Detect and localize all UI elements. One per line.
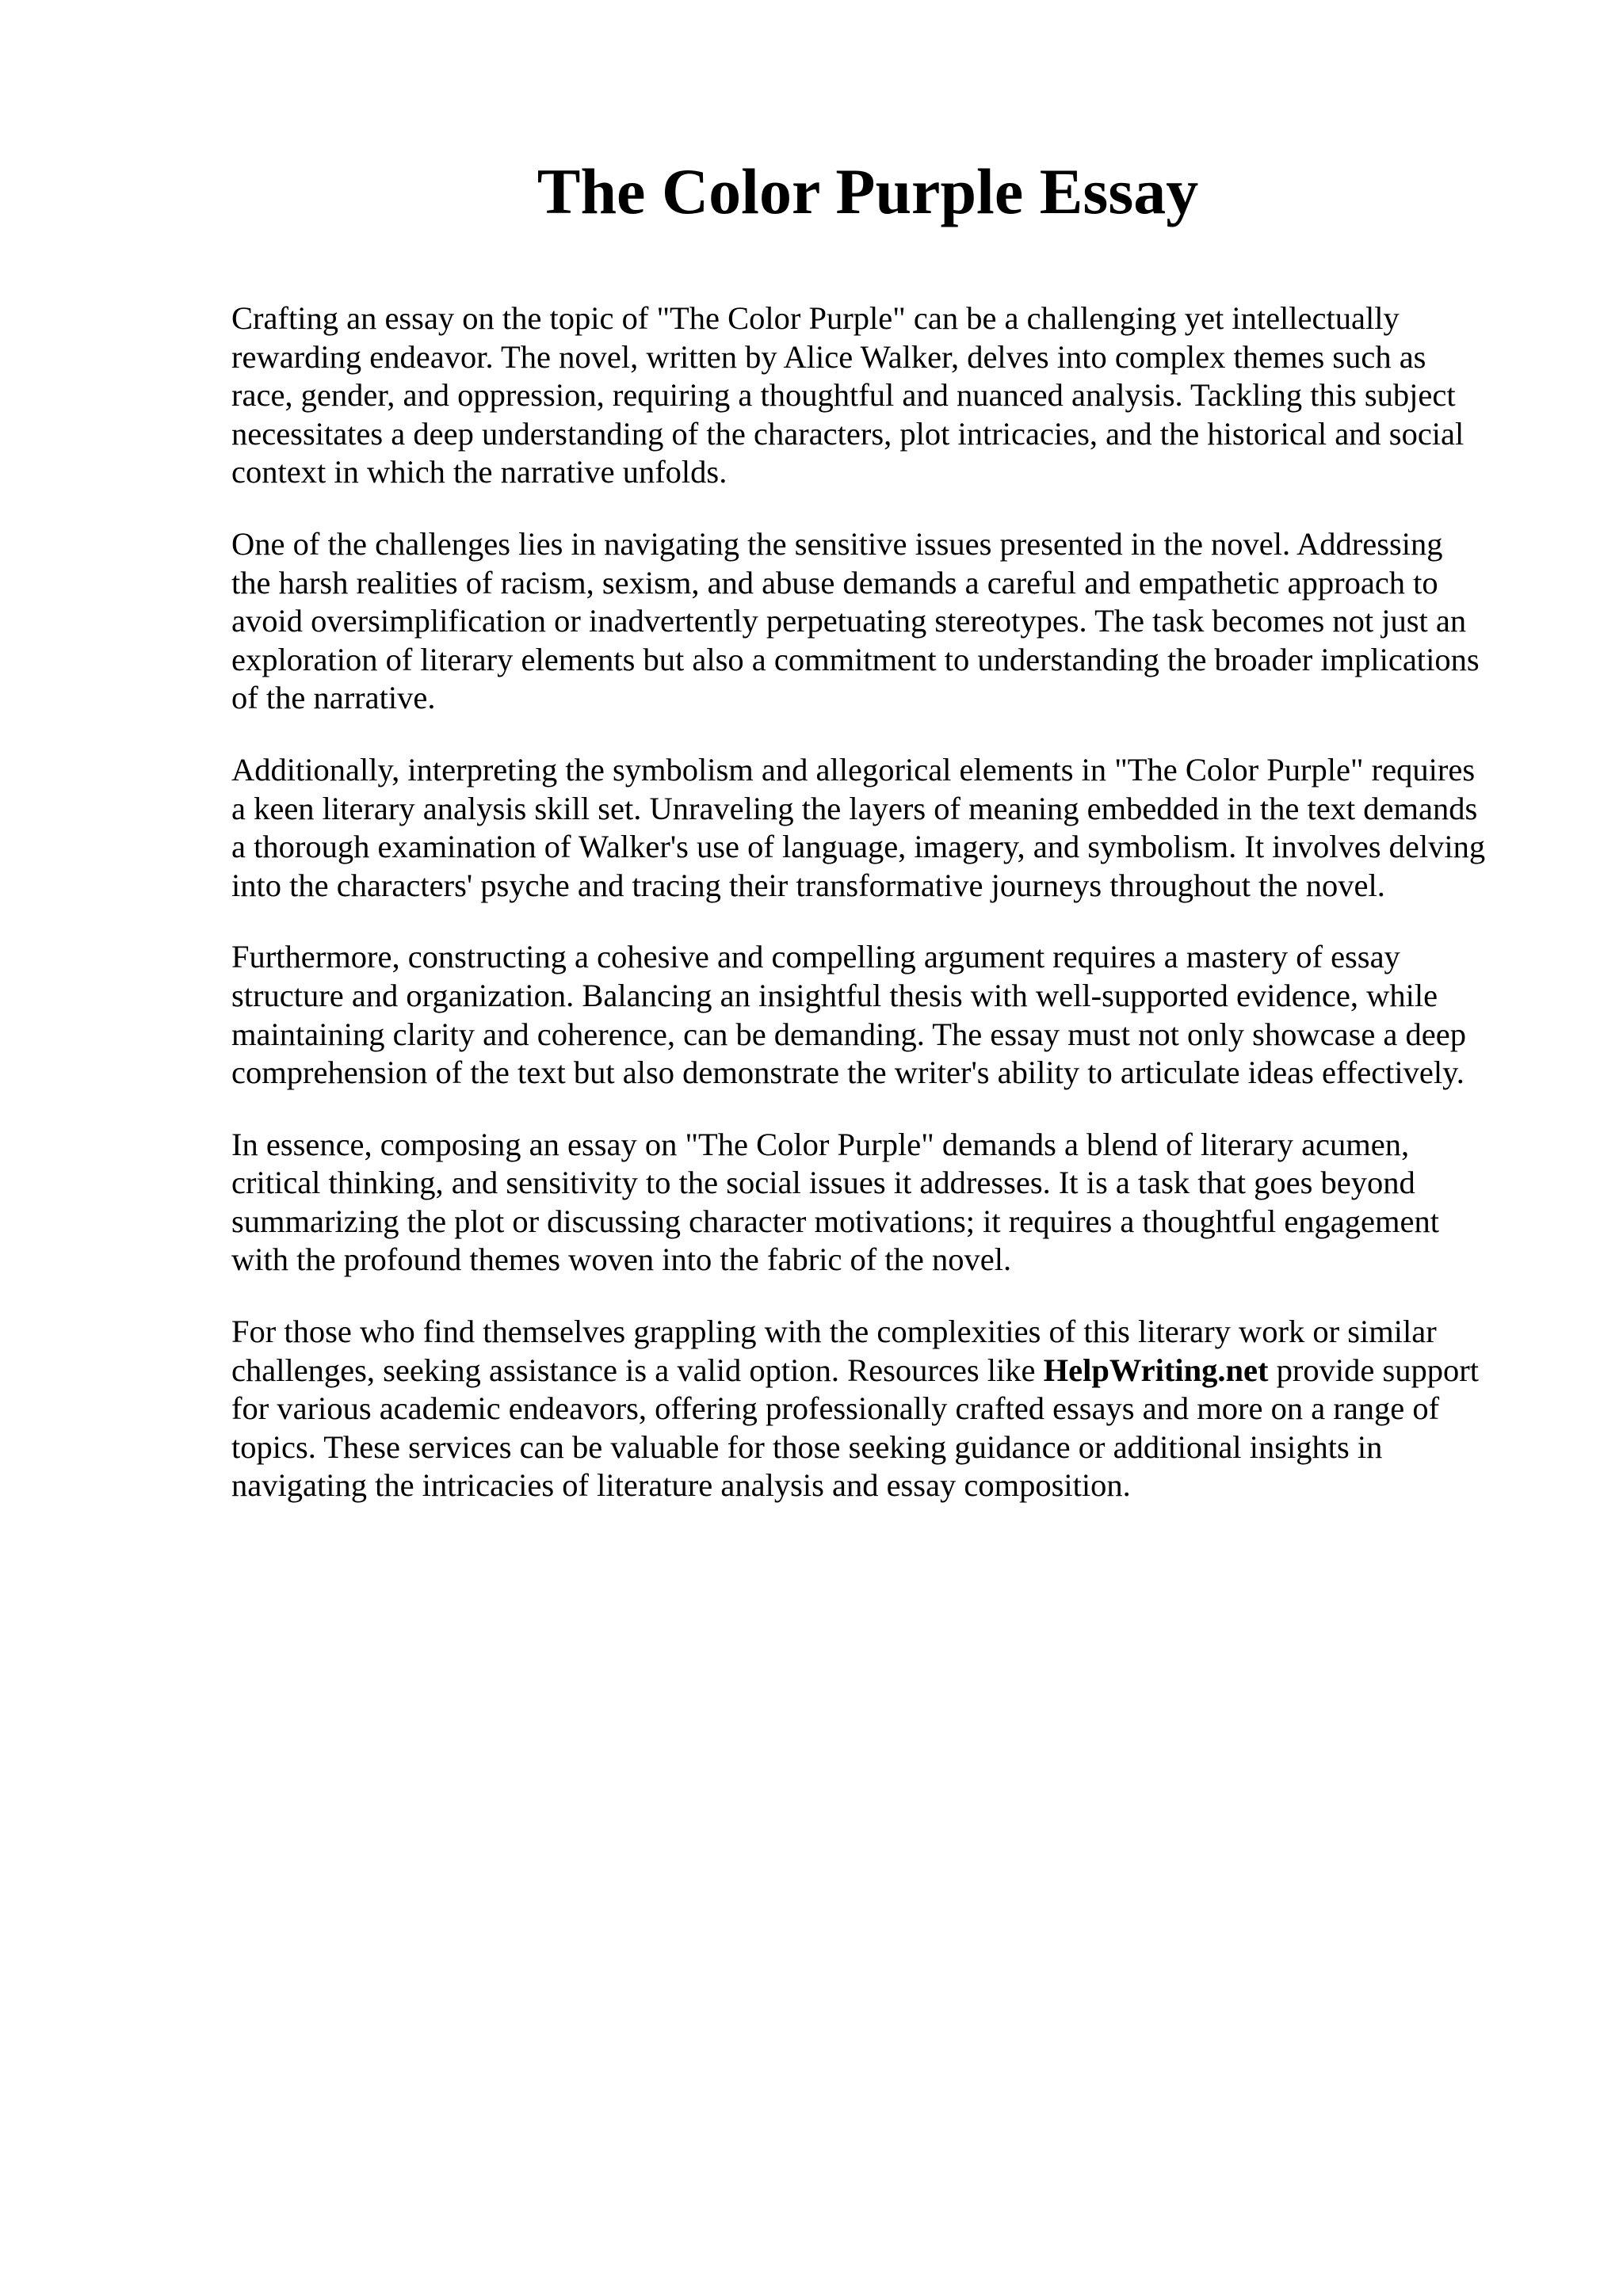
essay-body [231,299,1547,1539]
paragraph-2 [231,525,1547,718]
paragraph-6 [231,1313,1547,1505]
paragraph-1 [231,299,1547,492]
text-line: topics. These services can be valuable for those seeking guidance or additional insights in [231,1428,1383,1465]
paragraph-5 [231,1126,1547,1280]
helpwriting-link[interactable]: HelpWriting.net [1043,1352,1269,1388]
text-line: In essence, composing an essay on "The Color Purple" demands a blend of literary acumen, [231,1126,1410,1162]
text-line: Furthermore, constructing a cohesive and compelling argument requires a mastery of essay [231,939,1400,975]
paragraph-4 [231,938,1547,1092]
text-line: For those who find themselves grappling with the complexities of this literary work or similar [231,1314,1437,1350]
text-line: necessitates a deep understanding of the characters, plot intricacies, and the historical and social [231,415,1465,452]
text-line: a keen literary analysis skill set. Unraveling the layers of meaning embedded in the text demands [231,790,1478,826]
text-line: Crafting an essay on the topic of "The Color Purple" can be a challenging yet intellectually [231,300,1400,336]
text-line: the harsh realities of racism, sexism, and abuse demands a careful and empathetic approach to [231,564,1438,601]
text-line: avoid oversimplification or inadvertently perpetuating stereotypes. The task becomes not just an [231,603,1467,639]
text-line: rewarding endeavor. The novel, written by Alice Walker, delves into complex themes such as [231,338,1426,375]
text-line: context in which the narrative unfolds. [231,454,727,490]
text-line: navigating the intricacies of literature analysis and essay composition. [231,1467,1131,1504]
text-line: a thorough examination of Walker's use of language, imagery, and symbolism. It involves delving [231,829,1486,865]
paragraph-3 [231,751,1547,905]
text-segment: challenges, seeking assistance is a valid option. Resources like [231,1352,1044,1388]
text-line-with-link [231,1352,1547,1390]
text-line: for various academic endeavors, offering professionally crafted essays and more on a range of [231,1390,1440,1427]
text-line: of the narrative. [231,680,436,716]
text-line: summarizing the plot or discussing character motivations; it requires a thoughtful engagement [231,1203,1439,1239]
text-line: race, gender, and oppression, requiring a thoughtful and nuanced analysis. Tackling this subject [231,377,1456,414]
text-line: Additionally, interpreting the symbolism and allegorical elements in "The Color Purple" requires [231,751,1476,788]
text-line: into the characters' psyche and tracing their transformative journeys throughout the novel. [231,867,1385,903]
text-line: exploration of literary elements but also a commitment to understanding the broader implications [231,641,1480,677]
page-title: The Color Purple Essay [537,155,1199,227]
text-line: One of the challenges lies in navigating the sensitive issues presented in the novel. Addressing [231,525,1443,562]
text-line: maintaining clarity and coherence, can be demanding. The essay must not only showcase a deep [231,1016,1466,1052]
text-line: structure and organization. Balancing an insightful thesis with well-supported evidence, while [231,977,1438,1013]
text-segment: provide support [1268,1352,1479,1388]
text-line: with the profound themes woven into the fabric of the novel. [231,1241,1012,1278]
text-line: critical thinking, and sensitivity to the social issues it addresses. It is a task that goes beyond [231,1165,1415,1201]
text-line: comprehension of the text but also demonstrate the writer's ability to articulate ideas effectively. [231,1055,1465,1091]
